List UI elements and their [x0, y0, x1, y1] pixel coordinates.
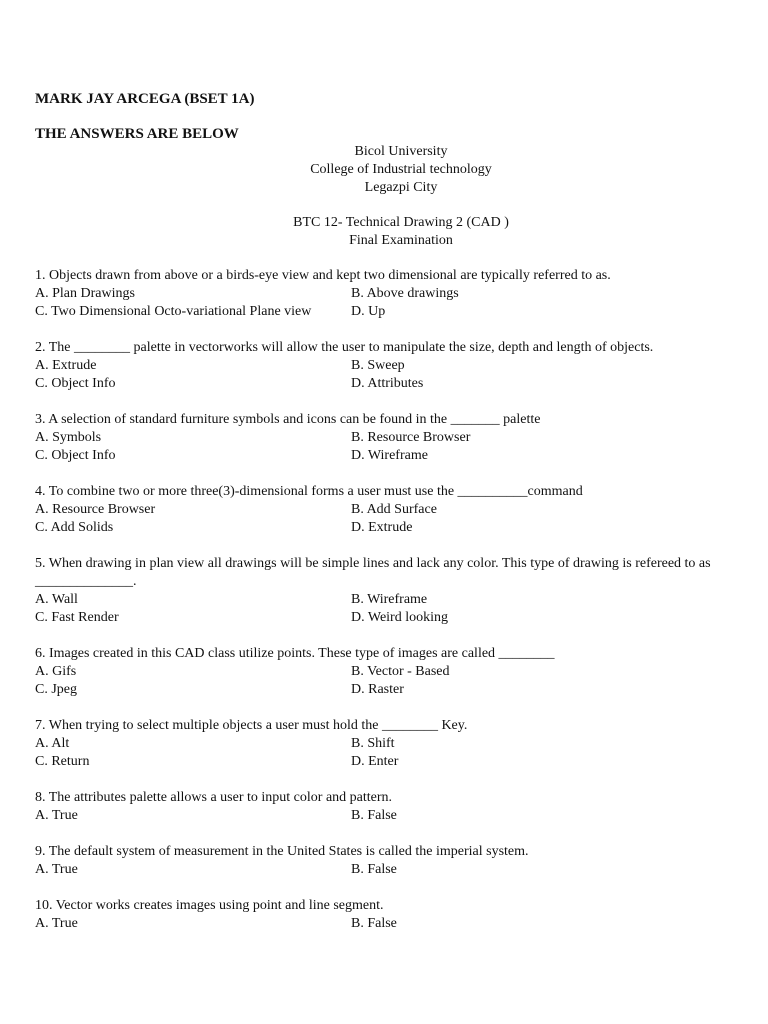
option-d: D. Enter: [351, 754, 399, 769]
question-8: [35, 789, 768, 825]
university-name: Bicol University: [354, 144, 448, 159]
option-b: B. Vector - Based: [351, 664, 450, 679]
options: [35, 357, 768, 393]
answers-note: THE ANSWERS ARE BELOW: [35, 126, 239, 142]
options: [35, 285, 768, 321]
option-b: B. Sweep: [351, 358, 405, 373]
question-3: [35, 411, 768, 465]
option-a: A. Resource Browser: [35, 502, 156, 517]
question-2: [35, 339, 768, 393]
question-text: 7. When trying to select multiple objects a user must hold the ________ Key.: [35, 718, 468, 733]
question-text: 9. The default system of measurement in the United States is called the imperial system.: [35, 844, 529, 859]
option-a: A. Symbols: [35, 430, 102, 445]
option-b: B. Wireframe: [351, 592, 428, 607]
answer-blank: ______________.: [35, 574, 137, 589]
question-list: [35, 267, 768, 951]
options: [35, 915, 768, 933]
option-c: C. Add Solids: [35, 520, 114, 535]
question-text: 8. The attributes palette allows a user to input color and pattern.: [35, 790, 393, 805]
option-d: D. Attributes: [351, 376, 424, 391]
question-6: [35, 645, 768, 699]
options: [35, 591, 768, 627]
option-b: B. Resource Browser: [351, 430, 471, 445]
option-c: C. Object Info: [35, 448, 116, 463]
course-title: BTC 12- Technical Drawing 2 (CAD ): [293, 215, 509, 230]
question-10: [35, 897, 768, 933]
question-text: 10. Vector works creates images using point and line segment.: [35, 898, 384, 913]
option-c: C. Fast Render: [35, 610, 119, 625]
options: [35, 429, 768, 465]
option-a: A. Extrude: [35, 358, 97, 373]
option-b: B. False: [351, 862, 397, 877]
option-a: A. Wall: [35, 592, 78, 607]
question-4: [35, 483, 768, 537]
options: [35, 807, 768, 825]
question-5: [35, 555, 768, 627]
option-d: D. Wireframe: [351, 448, 428, 463]
option-d: D. Up: [351, 304, 386, 319]
exam-type: Final Examination: [349, 233, 453, 248]
option-b: B. False: [351, 808, 397, 823]
option-b: B. Add Surface: [351, 502, 437, 517]
question-9: [35, 843, 768, 879]
question-text: 1. Objects drawn from above or a birds-eye view and kept two dimensional are typically referred to as.: [35, 268, 611, 283]
option-d: D. Weird looking: [351, 610, 448, 625]
college-name: College of Industrial technology: [310, 162, 492, 177]
option-d: D. Extrude: [351, 520, 413, 535]
option-b: B. False: [351, 916, 397, 931]
question-7: [35, 717, 768, 771]
option-a: A. True: [35, 862, 78, 877]
question-text: 4. To combine two or more three(3)-dimensional forms a user must use the __________command: [35, 484, 583, 499]
student-name: MARK JAY ARCEGA (BSET 1A): [35, 91, 255, 107]
option-a: A. True: [35, 808, 78, 823]
city-name: Legazpi City: [364, 180, 438, 195]
option-a: A. Gifs: [35, 664, 77, 679]
option-c: C. Return: [35, 754, 90, 769]
question-text: 2. The ________ palette in vectorworks will allow the user to manipulate the size, depth and length of objects.: [35, 340, 654, 355]
options: [35, 735, 768, 771]
option-d: D. Raster: [351, 682, 404, 697]
option-a: A. Alt: [35, 736, 70, 751]
question-text: 5. When drawing in plan view all drawings will be simple lines and lack any color. This type of drawing is refereed to as: [35, 556, 711, 571]
option-b: B. Shift: [351, 736, 395, 751]
options: [35, 501, 768, 537]
option-c: C. Jpeg: [35, 682, 77, 697]
option-c: C. Two Dimensional Octo-variational Plane view: [35, 304, 312, 319]
question-text: 6. Images created in this CAD class utilize points. These type of images are called ________: [35, 646, 555, 661]
exam-title: [0, 214, 768, 250]
question-text: 3. A selection of standard furniture symbols and icons can be found in the _______ palette: [35, 412, 541, 427]
school-header: [0, 143, 768, 197]
question-1: [35, 267, 768, 321]
options: [35, 861, 768, 879]
option-c: C. Object Info: [35, 376, 116, 391]
option-a: A. True: [35, 916, 78, 931]
option-b: B. Above drawings: [351, 286, 459, 301]
options: [35, 663, 768, 699]
option-a: A. Plan Drawings: [35, 286, 135, 301]
